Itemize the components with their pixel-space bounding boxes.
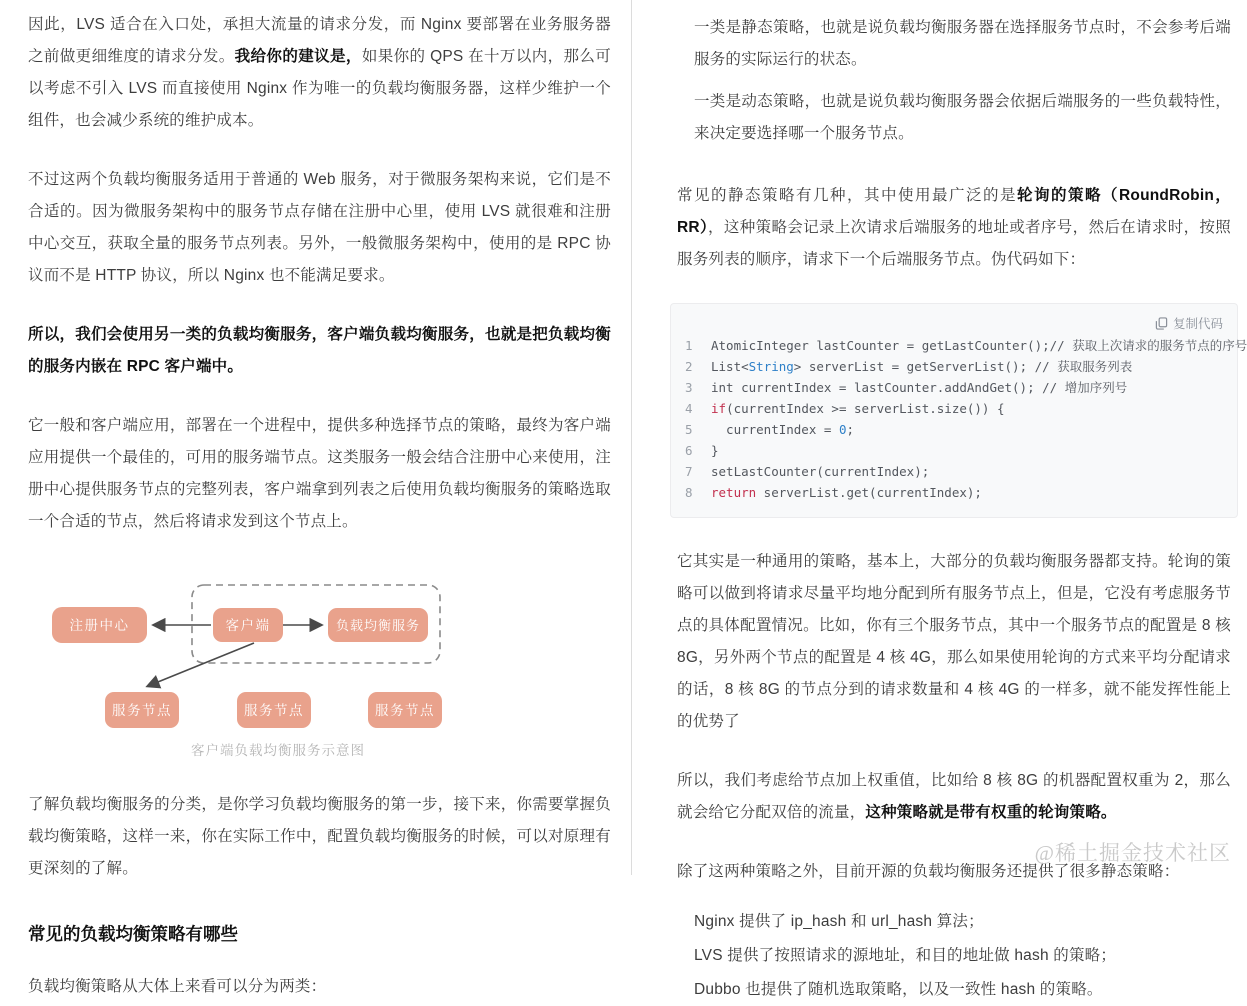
client-label: 客户端 [225,618,271,633]
copy-code-button[interactable] [685,314,1223,332]
client-lb-diagram [28,565,611,759]
copy-icon [1155,317,1168,330]
code-block [670,303,1247,518]
text-segment: 所以，我们考虑给节点加上权重值，比如给 8 核 8G 的机器配置权重为 2，那么就会给它分配双倍的流量， [677,772,1231,821]
text-segment: 因此，LVS 适合在入口处，承担大流量的请求分发，而 Nginx 要部署在业务服务器之前做更细维度的请求分发。 [28,16,611,65]
diagram-svg [28,565,528,737]
service-node-box-2 [237,692,311,728]
service-node-label-1: 服务节点 [112,703,172,718]
diagram-caption: 客户端负载均衡服务示意图 [191,743,365,758]
lb-service-box [328,608,428,642]
service-node-box-1 [105,692,179,728]
code-line: 1 AtomicInteger lastCounter = getLastCounter();// 获取上次请求的服务节点的序号 [685,338,1247,353]
code-line: 8 return serverList.get(currentIndex); [685,485,982,500]
paragraph-two-types: 负载均衡策略从大体上来看可以分为两类： [28,978,327,995]
code-line: 7 setLastCounter(currentIndex); [685,464,930,479]
arrow-client-to-node [148,643,254,686]
text-segment: 常见的静态策略有几种，其中使用最广泛的是 [677,187,1018,204]
service-node-box-3 [368,692,442,728]
service-node-label-3: 服务节点 [375,703,435,718]
right-column [632,0,1247,998]
bold-text: 我给你的建议是， [234,48,362,65]
paragraph-weighted-rr [677,765,1231,829]
text-segment: 如果你的 QPS 在十万以内，那么可以考虑不引入 LVS 而直接使用 Nginx 作为唯一的负载均衡服务器，这样少维护一个组件，也会减少系统的维护成本。 [28,48,611,129]
paragraph-web-service: 不过这两个负载均衡服务适用于普通的 Web 服务，对于微服务架构来说，它们是不合适的。因为微服务架构中的服务节点存储在注册中心里，使用 LVS 就很难和注册中心交互，获取全量的服务节点列表。另外，一般微服务架构中，使用的是 RPC 协议而不是 HTTP 协议，所以 Nginx 也不能满足要求。 [28,171,611,284]
registry-label: 注册中心 [69,618,130,633]
paragraph-client-lb-bold: 所以，我们会使用另一类的负载均衡服务，客户端负载均衡服务，也就是把负载均衡的服务内嵌在 RPC 客户端中。 [28,326,611,375]
paragraph-learn-classification: 了解负载均衡服务的分类，是你学习负载均衡服务的第一步，接下来，你需要掌握负载均衡策略，这样一来，你在实际工作中，配置负载均衡服务的时候，可以对原理有更深刻的了解。 [28,796,611,877]
paragraph-lvs-nginx [28,9,611,137]
paragraph-more-strategies: 除了这两种策略之外，目前开源的负载均衡服务还提供了很多静态策略： [677,863,1180,880]
section-heading-strategies: 常见的负载均衡策略有哪些 [28,924,238,944]
lb-service-label: 负载均衡服务 [335,618,421,633]
copy-code-label: 复制代码 [1172,317,1223,331]
code-lines [685,335,1247,503]
text-segment: ，这种策略会记录上次请求后端服务的地址或者序号，然后在请求时，按照服务列表的顺序，请求下一个后端服务节点。伪代码如下： [677,219,1231,268]
code-line: 5 currentIndex = 0; [685,422,854,437]
watermark: @稀土掘金技术社区 [1034,841,1231,865]
registry-box [52,607,147,643]
paragraph-static-strategy: 一类是静态策略，也就是说负载均衡服务器在选择服务节点时，不会参考后端服务的实际运行的状态。 [694,19,1231,68]
paragraph-roundrobin [677,180,1231,276]
service-node-label-2: 服务节点 [244,703,304,718]
code-line: 4 if(currentIndex >= serverList.size()) { [685,401,1005,416]
code-line: 2 List<String> serverList = getServerList(); // 获取服务列表 [685,359,1133,374]
list-item-nginx: Nginx 提供了 ip_hash 和 url_hash 算法； [694,913,984,930]
list-item-lvs: LVS 提供了按照请求的源地址，和目的地址做 hash 的策略； [694,947,1117,964]
paragraph-client-process: 它一般和客户端应用，部署在一个进程中，提供多种选择节点的策略，最终为客户端应用提供一个最佳的，可用的服务端节点。这类服务一般会结合注册中心来使用，注册中心提供服务节点的完整列表，客户端拿到列表之后使用负载均衡服务的策略选取一个合适的节点，然后将请求发到这个节点上。 [28,417,611,530]
paragraph-dynamic-strategy: 一类是动态策略，也就是说负载均衡服务器会依据后端服务的一些负载特性，来决定要选择哪一个服务节点。 [694,93,1231,142]
code-line: 3 int currentIndex = lastCounter.addAndGet(); // 增加序列号 [685,380,1128,395]
bold-text: 轮询的策略（RoundRobin，RR） [677,187,1231,236]
client-box [213,608,283,642]
code-line: 6 } [685,443,719,458]
paragraph-rr-analysis: 它其实是一种通用的策略，基本上，大部分的负载均衡服务器都支持。轮询的策略可以做到将请求尽量平均地分配到所有服务节点上，但是，它没有考虑服务节点的具体配置情况。比如，你有三个服务节点，其中一个服务节点的配置是 8 核 8G，另外两个节点的配置是 4 核 4G，那么如果使用轮询的方式来平均分配请求的话，8 核 8G 的节点分到的请求数量和 4 核 4G 的一样多，就不能发挥性能上的优势了 [677,553,1231,730]
list-item-dubbo: Dubbo 也提供了随机选取策略，以及一致性 hash 的策略。 [694,981,1103,998]
bold-text: 这种策略就是带有权重的轮询策略。 [865,804,1117,821]
